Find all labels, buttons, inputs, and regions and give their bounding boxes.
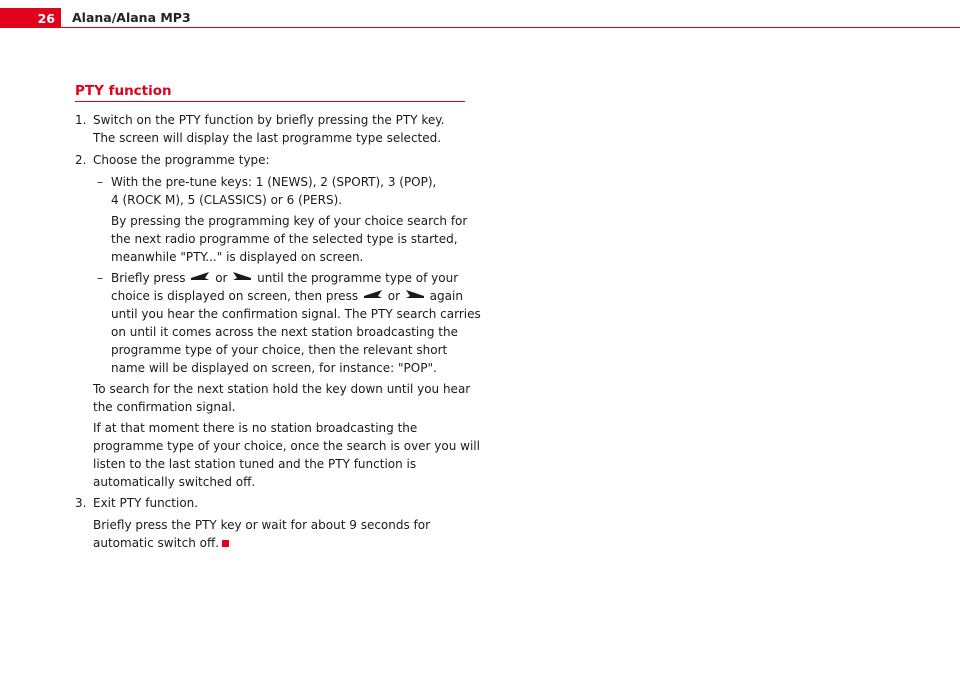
option-text xyxy=(111,269,475,287)
step-text: The screen will display the last programme type selected. xyxy=(93,131,442,145)
dash-bullet: – xyxy=(97,175,103,189)
option-arrow-keys xyxy=(75,269,481,377)
note-text: If at that moment there is no station broadcasting the xyxy=(93,421,418,435)
step-number: 3. xyxy=(75,496,87,510)
option-text: on until it comes across the next station broadcasting the xyxy=(111,325,458,339)
seek-left-arrow-icon xyxy=(191,271,209,281)
section-title: PTY function xyxy=(75,83,172,99)
section-pty-function xyxy=(75,83,481,552)
option-text: name will be displayed on screen, for instance: "POP". xyxy=(111,361,437,375)
note-text: the confirmation signal. xyxy=(93,400,236,414)
note-text: listen to the last station tuned and the PTY function is xyxy=(93,457,417,471)
seek-right-arrow-icon xyxy=(233,271,251,281)
step-number: 2. xyxy=(75,153,87,167)
seek-left-arrow-icon xyxy=(364,289,382,299)
note-text: programme type of your choice, once the search is over you will xyxy=(93,439,480,453)
option-text: programme type of your choice, then the relevant short xyxy=(111,343,448,357)
no-station-note xyxy=(75,419,480,491)
option-note xyxy=(75,212,475,266)
step-text: Exit PTY function. xyxy=(93,496,199,510)
option-text: With the pre-tune keys: 1 (NEWS), 2 (SPORT), 3 (POP), xyxy=(111,175,437,189)
text: automatic switch off. xyxy=(93,536,220,550)
step-number: 1. xyxy=(75,113,87,127)
header-rule xyxy=(61,27,960,28)
step-1 xyxy=(75,111,475,147)
section-rule xyxy=(75,101,465,102)
page-number: 26 xyxy=(0,8,61,28)
text: choice is displayed on screen, then press xyxy=(111,289,359,303)
text: until the programme type of your xyxy=(257,271,459,285)
text: or xyxy=(215,271,228,285)
step-text: Choose the programme type: xyxy=(93,153,270,167)
dash-bullet: – xyxy=(97,271,103,285)
text: again xyxy=(429,289,463,303)
text: or xyxy=(387,289,401,303)
option-text: until you hear the confirmation signal. The PTY search carries xyxy=(111,307,481,321)
note-text: automatically switched off. xyxy=(93,475,256,489)
header-title: Alana/Alana MP3 xyxy=(72,10,191,25)
note-text: To search for the next station hold the key down until you hear xyxy=(93,382,471,396)
note-text: meanwhile "PTY..." is displayed on screen. xyxy=(111,250,364,264)
note-text: Briefly press the PTY key or wait for about 9 seconds for xyxy=(93,518,431,532)
note-text: By pressing the programming key of your choice search for xyxy=(111,214,468,228)
text: Briefly press xyxy=(111,271,186,285)
step-2 xyxy=(75,151,475,169)
option-pretune-keys xyxy=(75,173,475,209)
option-text xyxy=(111,287,475,305)
step-3 xyxy=(75,494,475,512)
seek-right-arrow-icon xyxy=(406,289,424,299)
hold-key-note xyxy=(75,380,475,416)
note-text: the next radio programme of the selected type is started, xyxy=(111,232,458,246)
page-header xyxy=(0,0,960,32)
note-text xyxy=(93,534,475,552)
exit-note xyxy=(75,516,475,552)
option-text: 4 (ROCK M), 5 (CLASSICS) or 6 (PERS). xyxy=(111,193,343,207)
end-of-section-square-icon xyxy=(222,540,229,547)
step-text: Switch on the PTY function by briefly pressing the PTY key. xyxy=(93,113,445,127)
